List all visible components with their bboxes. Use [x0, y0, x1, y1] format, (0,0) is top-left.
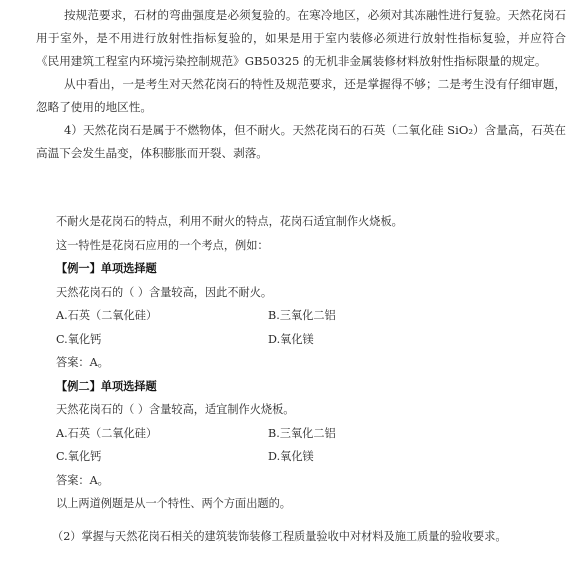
paragraph-analysis: 从中看出，一是考生对天然花岗石的特性及规范要求，还是掌握得不够；二是考生没有仔细审题，忽略了使用的地区性。: [36, 77, 566, 114]
example-1-question: 天然花岗石的（ ）含量较高，因此不耐火。: [56, 285, 273, 299]
text-line-summary: 以上两道例题是从一个特性、两个方面出题的。: [56, 497, 291, 510]
example-2-option-a: A.石英（二氧化硅）: [56, 426, 158, 440]
text-line-fire-board: 不耐火是花岗石的特点，利用不耐火的特点，花岗石适宜制作火烧板。: [56, 215, 403, 228]
example-1-option-b: B.三氧化二铝: [268, 309, 336, 322]
example-1-answer: 答案：A。: [56, 356, 109, 369]
paragraph-fire-resistance: 4）天然花岗石是属于不燃物体，但不耐火。天然花岗石的石英（二氧化硅 SiO₂）含量高，石英在高温下会发生晶变，体积膨胀而开裂、剥落。: [36, 123, 566, 160]
example-1-option-d: D.氧化镁: [268, 332, 314, 346]
example-2-answer: 答案：A。: [56, 473, 109, 487]
example-1-heading: 【例一】单项选择题: [56, 261, 157, 275]
text-line-exam-point: 这一特性是花岗石应用的一个考点，例如：: [56, 238, 269, 252]
paragraph-stone-retest: 按规范要求，石材的弯曲强度是必须复验的。在寒冷地区，必须对其冻融性进行复验。天然花岗石用于室外，是不用进行放射性指标复验的，如果是用于室内装修必须进行放射性指标复验，并应符合《民用建筑工程室内环境污染控制规范》GB50325 的无机非金属装修材料放射性指标限量的规定。: [36, 8, 566, 68]
example-1-options-row-1: [56, 304, 556, 328]
example-2-option-b: B.三氧化二铝: [268, 426, 336, 440]
example-2-option-d: D.氧化镁: [268, 450, 314, 463]
bottom-text-block: [36, 525, 556, 548]
example-1-options-row-2: [56, 328, 556, 352]
examples-block: [56, 210, 556, 516]
example-2-options-row-1: [56, 422, 556, 446]
example-2-heading: 【例二】单项选择题: [56, 378, 157, 393]
example-2-options-row-2: [56, 445, 556, 469]
example-2-question: 天然花岗石的（ ）含量较高，适宜制作火烧板。: [56, 403, 295, 416]
paragraph-quality-acceptance: （2）掌握与天然花岗石相关的建筑装饰装修工程质量验收中对材料及施工质量的验收要求。: [52, 530, 507, 543]
example-2-option-c: C.氧化钙: [56, 450, 102, 463]
upper-text-block: [36, 4, 566, 165]
example-1-option-a: A.石英（二氧化硅）: [56, 309, 158, 322]
example-1-option-c: C.氧化钙: [56, 332, 102, 346]
